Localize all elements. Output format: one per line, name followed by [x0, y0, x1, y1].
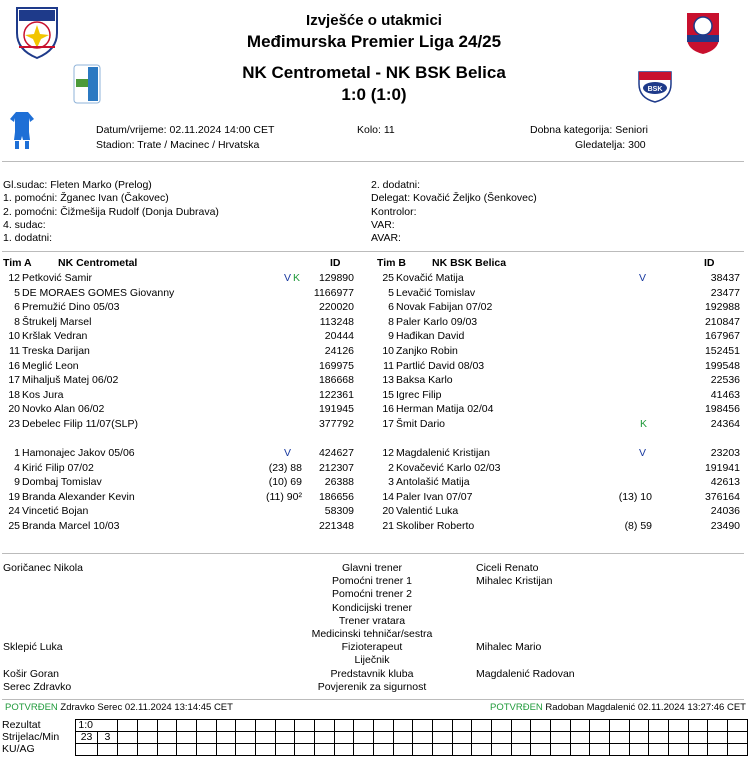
player-name: Štrukelj Marsel — [22, 315, 92, 328]
player-number: 9 — [388, 330, 394, 343]
confirmation-home — [5, 702, 233, 713]
official-right: 2. dodatni: — [371, 179, 421, 191]
divider — [2, 161, 744, 162]
player-row — [374, 344, 739, 358]
player-id: 129890 — [318, 272, 354, 284]
team-a-name: NK Centrometal — [58, 257, 138, 269]
k-mark: K — [640, 418, 648, 430]
staff-home: Sklepić Luka — [3, 641, 63, 654]
player-name: Paler Karlo 09/03 — [396, 315, 478, 328]
staff-home: Serec Zdravko — [3, 680, 72, 693]
player-row — [0, 300, 365, 314]
official-left: 2. pomoćni: Čižmešija Rudolf (Donja Dubrava) — [3, 205, 219, 218]
player-number: 19 — [8, 490, 20, 503]
player-row — [0, 315, 365, 329]
staff-role: Trener vratara — [338, 614, 406, 627]
match-title: NK Centrometal - NK BSK Belica — [242, 63, 506, 82]
staff-away: Mihalec Kristijan — [476, 575, 553, 588]
player-number: 15 — [382, 388, 394, 401]
player-number: 20 — [8, 403, 20, 416]
confirmation-status: POTVRĐEN — [490, 702, 543, 713]
staff-role: Kondicijski trener — [332, 601, 412, 614]
player-row — [0, 461, 365, 475]
official-right: Delegat: Kovačić Željko (Šenkovec) — [371, 192, 537, 205]
svg-text:BSK: BSK — [647, 86, 663, 93]
player-row — [374, 417, 739, 431]
substitution-info: (13) 10 — [618, 490, 652, 503]
rezultat-label: Rezultat — [2, 719, 41, 731]
official-right: AVAR: — [371, 232, 401, 245]
staff-away: Ciceli Renato — [476, 562, 539, 574]
player-row — [0, 344, 365, 358]
player-number: 14 — [382, 490, 394, 503]
player-row — [374, 359, 739, 373]
player-row — [374, 504, 739, 518]
player-number: 2 — [388, 461, 394, 474]
player-id: 192988 — [704, 301, 740, 314]
player-name: Igrec Filip — [396, 388, 442, 401]
staff-role: Glavni trener — [341, 562, 403, 574]
player-row — [374, 286, 739, 300]
player-name: Levačić Tomislav — [396, 286, 476, 299]
player-row — [0, 388, 365, 402]
jersey-icon — [9, 110, 35, 150]
substitution-info: (10) 69 — [268, 476, 302, 489]
player-id: 186656 — [318, 490, 354, 503]
player-name: Treska Darijan — [22, 345, 90, 357]
player-row — [0, 490, 365, 504]
player-id: 376164 — [704, 490, 740, 503]
player-name: Kovačević Karlo 02/03 — [396, 461, 501, 474]
captain-mark: V — [284, 272, 292, 284]
league-name: Međimurska Premier Liga 24/25 — [246, 32, 502, 51]
divider — [2, 553, 744, 554]
player-name: Branda Marcel 10/03 — [22, 520, 120, 532]
age-category: Dobna kategorija: Seniori — [530, 124, 648, 136]
player-name: Mihaljuš Matej 06/02 — [22, 374, 119, 387]
player-row — [374, 373, 739, 387]
player-number: 10 — [382, 345, 394, 357]
player-number: 12 — [382, 447, 394, 459]
player-id: 210847 — [704, 315, 740, 328]
player-number: 10 — [8, 330, 20, 343]
player-name: DE MORAES GOMES Giovanny — [22, 286, 175, 299]
confirmation-text: Zdravko Serec 02.11.2024 13:14:45 CET — [57, 702, 233, 713]
staff-role: Povjerenik za sigurnost — [317, 680, 427, 693]
player-id: 199548 — [704, 359, 740, 372]
official-left: 4. sudac: — [3, 218, 46, 231]
player-number: 21 — [382, 520, 394, 532]
team-b-label: Tim B — [377, 257, 406, 269]
team-b-id-label: ID — [704, 257, 715, 269]
player-id: 122361 — [318, 388, 354, 401]
player-number: 23 — [8, 418, 20, 430]
player-id: 23490 — [710, 520, 740, 532]
captain-mark: V — [639, 272, 647, 284]
player-row — [374, 475, 739, 489]
player-id: 23477 — [710, 286, 740, 299]
player-id: 191945 — [318, 403, 354, 416]
player-number: 16 — [382, 403, 394, 416]
player-number: 6 — [388, 301, 394, 314]
player-name: Šmit Dario — [396, 418, 446, 430]
player-row — [374, 300, 739, 314]
player-name: Valentić Luka — [396, 505, 459, 518]
player-number: 9 — [14, 476, 20, 489]
player-number: 5 — [388, 286, 394, 299]
player-id: 38437 — [710, 272, 740, 284]
player-number: 25 — [8, 520, 20, 532]
player-row — [374, 446, 739, 460]
ku-label: KU/AG — [2, 743, 35, 755]
player-id: 152451 — [704, 345, 740, 357]
player-number: 8 — [14, 315, 20, 328]
player-number: 11 — [383, 359, 394, 372]
team-b-name: NK BSK Belica — [432, 257, 507, 269]
player-row — [0, 402, 365, 416]
player-number: 18 — [8, 388, 20, 401]
player-row — [0, 271, 365, 285]
confirmation-text: Radoban Magdalenić 02.11.2024 13:27:46 CET — [542, 702, 746, 713]
confirmation-status: POTVRĐEN — [5, 702, 58, 713]
player-number: 1 — [14, 447, 20, 459]
player-id: 169975 — [318, 359, 354, 372]
player-name: Vincetić Bojan — [22, 505, 89, 518]
match-stadium: Stadion: Trate / Macinec / Hrvatska — [96, 139, 260, 151]
player-row — [374, 461, 739, 475]
player-id: 24036 — [710, 505, 740, 518]
player-id: 191941 — [704, 461, 740, 474]
staff-role: Liječnik — [354, 654, 390, 667]
player-id: 220020 — [318, 301, 354, 314]
player-row — [0, 417, 365, 431]
player-id: 186668 — [318, 374, 354, 387]
player-row — [374, 271, 739, 285]
staff-role: Medicinski tehničar/sestra — [311, 628, 433, 640]
player-id: 167967 — [704, 330, 740, 343]
player-name: Petković Samir — [22, 272, 93, 284]
player-id: 24364 — [710, 418, 740, 430]
official-right: VAR: — [371, 218, 395, 231]
player-name: Hamonajec Jakov 05/06 — [22, 447, 135, 459]
player-name: Kos Jura — [22, 388, 64, 401]
player-name: Debelec Filip 11/07(SLP) — [22, 418, 138, 430]
player-name: Zanjko Robin — [396, 345, 458, 357]
player-id: 113248 — [319, 315, 354, 328]
player-row — [374, 402, 739, 416]
player-row — [374, 388, 739, 402]
player-id: 221348 — [318, 520, 354, 532]
player-name: Kirić Filip 07/02 — [22, 461, 94, 474]
player-id: 24126 — [324, 345, 354, 357]
player-number: 11 — [9, 345, 20, 357]
staff-home: Košir Goran — [3, 667, 60, 680]
player-row — [374, 519, 739, 533]
player-name: Dombaj Tomislav — [22, 476, 102, 489]
player-name: Meglić Leon — [22, 359, 79, 372]
player-number: 17 — [382, 418, 394, 430]
player-name: Partlić David 08/03 — [396, 359, 485, 372]
scorer-minute: 3 — [97, 732, 117, 744]
k-mark: K — [293, 272, 301, 284]
player-id: 41463 — [710, 388, 740, 401]
player-number: 17 — [8, 374, 20, 387]
strijelac-label: Strijelac/Min — [2, 731, 60, 743]
player-number: 8 — [388, 315, 394, 328]
player-number: 20 — [382, 505, 394, 518]
captain-mark: V — [284, 447, 292, 459]
match-score: 1:0 (1:0) — [341, 85, 407, 104]
staff-home: Goričanec Nikola — [3, 562, 83, 574]
staff-away: Mihalec Mario — [476, 641, 542, 654]
divider — [2, 251, 744, 252]
player-row — [374, 329, 739, 343]
player-name: Hađikan David — [396, 330, 465, 343]
player-number: 4 — [14, 461, 20, 474]
player-row — [0, 504, 365, 518]
spectators: Gledatelja: 300 — [575, 139, 646, 151]
player-id: 42613 — [710, 476, 740, 489]
player-id: 23203 — [710, 447, 740, 459]
team-a-label: Tim A — [3, 257, 32, 269]
player-number: 24 — [8, 505, 20, 518]
official-left: Gl.sudac: Fleten Marko (Prelog) — [3, 179, 152, 191]
player-name: Novak Fabijan 07/02 — [396, 301, 493, 314]
report-title: Izvješće o utakmici — [306, 12, 442, 29]
player-name: Branda Alexander Kevin — [22, 490, 135, 503]
player-row — [0, 329, 365, 343]
rezultat-value: 1:0 — [76, 720, 118, 732]
player-row — [0, 359, 365, 373]
player-name: Novko Alan 06/02 — [22, 403, 105, 416]
match-round: Kolo: 11 — [357, 124, 395, 136]
staff-role: Predstavnik kluba — [330, 667, 414, 680]
confirmation-away — [490, 702, 746, 713]
captain-mark: V — [639, 447, 647, 459]
player-name: Skoliber Roberto — [396, 520, 475, 532]
official-right: Kontrolor: — [371, 205, 417, 218]
score-table — [2, 719, 748, 756]
player-name: Premužić Dino 05/03 — [22, 301, 120, 314]
player-number: 5 — [14, 286, 20, 299]
player-id: 22536 — [710, 374, 740, 387]
scorer-number: 23 — [76, 732, 97, 744]
player-id: 212307 — [318, 461, 354, 474]
player-name: Baksa Karlo — [396, 374, 453, 387]
player-number: 13 — [382, 374, 394, 387]
substitution-info: (8) 59 — [624, 520, 652, 532]
staff-away: Magdalenić Radovan — [476, 667, 575, 680]
player-id: 1166977 — [313, 286, 354, 299]
player-number: 6 — [14, 301, 20, 314]
player-name: Herman Matija 02/04 — [396, 403, 494, 416]
player-id: 377792 — [318, 418, 354, 430]
staff-role: Pomoćni trener 2 — [332, 588, 412, 601]
player-row — [0, 373, 365, 387]
player-name: Antolašić Matija — [396, 476, 470, 489]
player-id: 20444 — [324, 330, 354, 343]
official-left: 1. dodatni: — [3, 232, 53, 245]
player-row — [0, 286, 365, 300]
player-name: Kovačić Matija — [396, 272, 464, 284]
player-row — [374, 315, 739, 329]
player-name: Paler Ivan 07/07 — [396, 490, 473, 503]
player-row — [374, 490, 739, 504]
substitution-info: (11) 90² — [266, 490, 302, 503]
player-row — [0, 519, 365, 533]
divider — [2, 699, 744, 700]
match-datetime: Datum/vrijeme: 02.11.2024 14:00 CET — [96, 124, 275, 136]
player-id: 26388 — [324, 476, 354, 489]
player-number: 16 — [8, 359, 20, 372]
player-row — [0, 475, 365, 489]
player-name: Kršlak Vedran — [22, 330, 88, 343]
player-number: 25 — [382, 272, 394, 284]
player-id: 58309 — [324, 505, 354, 518]
player-name: Magdalenić Kristijan — [396, 447, 490, 459]
player-id: 198456 — [704, 403, 740, 416]
player-number: 3 — [388, 476, 394, 489]
staff-role: Pomoćni trener 1 — [332, 575, 412, 588]
staff-role: Fizioterapeut — [341, 641, 403, 654]
official-left: 1. pomoćni: Žganec Ivan (Čakovec) — [3, 192, 169, 205]
player-row — [0, 446, 365, 460]
substitution-info: (23) 88 — [268, 461, 302, 474]
player-id: 424627 — [318, 447, 354, 459]
team-a-id-label: ID — [330, 257, 341, 269]
player-number: 12 — [8, 272, 20, 284]
